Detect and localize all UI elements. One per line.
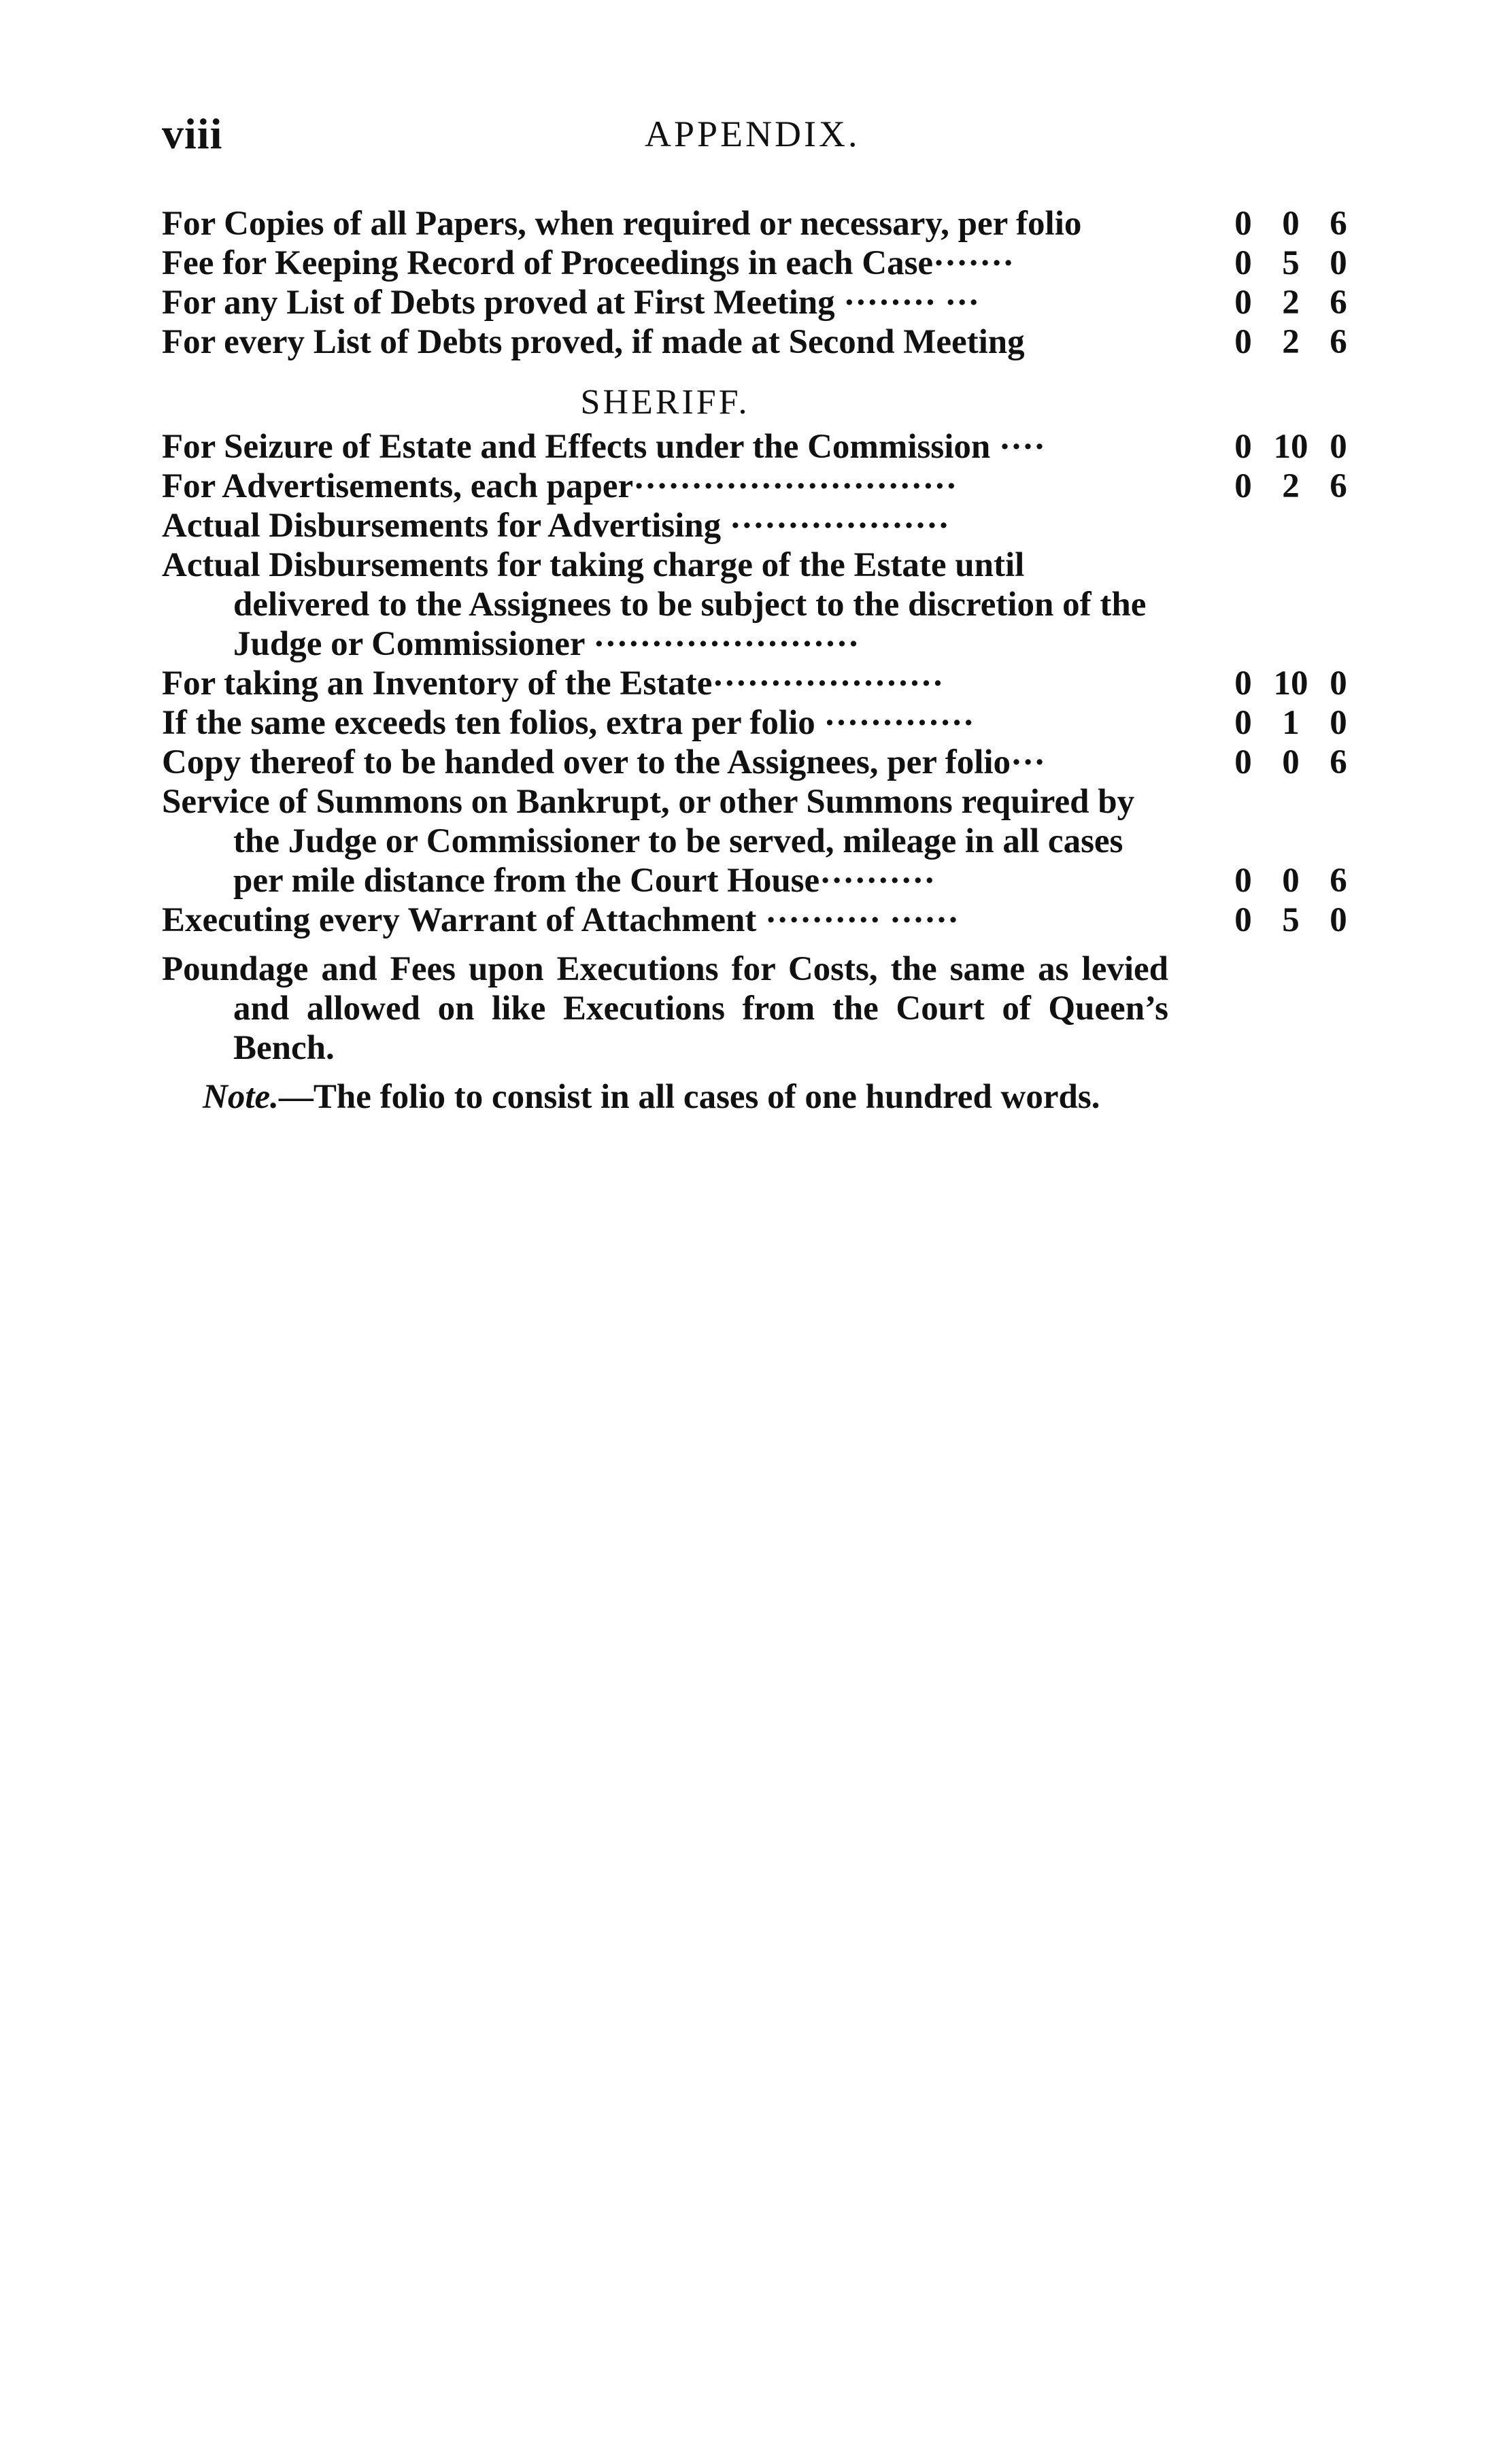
fee-pence: 0 <box>1330 244 1347 282</box>
fee-pence: 0 <box>1330 664 1347 703</box>
fee-description: For every List of Debts proved, if made at Second Meeting <box>162 323 1025 361</box>
fee-row <box>162 204 1359 243</box>
running-head: APPENDIX. <box>645 114 860 154</box>
fee-amount <box>1223 322 1359 362</box>
fee-description: For any List of Debts proved at First Meeting ········ ··· <box>162 284 980 322</box>
fee-amount <box>1223 664 1359 703</box>
fee-shillings: 2 <box>1282 323 1300 361</box>
fee-row <box>162 743 1359 782</box>
fee-pounds: 0 <box>1234 862 1252 900</box>
fee-shillings: 10 <box>1273 428 1308 466</box>
fee-pounds: 0 <box>1234 901 1252 939</box>
fee-row <box>162 427 1359 467</box>
fee-pence: 6 <box>1330 284 1347 322</box>
fee-description: If the same exceeds ten folios, extra per folio ············· <box>162 704 975 742</box>
page-number: viii <box>162 109 223 158</box>
fee-amount <box>1223 204 1359 243</box>
fee-pounds: 0 <box>1234 428 1252 466</box>
fee-row <box>162 243 1359 283</box>
fee-row <box>162 703 1359 743</box>
fee-row <box>162 545 1359 664</box>
fee-amount <box>1223 243 1359 283</box>
fee-amount <box>1223 283 1359 322</box>
fee-row <box>162 322 1359 362</box>
fee-description: Copy thereof to be handed over to the Assignees, per folio··· <box>162 743 1046 781</box>
note-label: Note. <box>203 1078 279 1116</box>
fee-pence: 6 <box>1330 323 1347 361</box>
fee-description: For Copies of all Papers, when required or necessary, per folio <box>162 205 1082 243</box>
fee-amount <box>1223 900 1359 940</box>
fee-row <box>162 900 1359 940</box>
fee-description: Service of Summons on Bankrupt, or other Summons required by the Judge or Commissioner to be served, mileage in all cases per mile distance from the Court House·········· <box>162 783 1135 900</box>
fee-pounds: 0 <box>1234 205 1252 243</box>
fee-description: For Advertisements, each paper···························· <box>162 467 958 505</box>
fee-pence: 6 <box>1330 205 1347 243</box>
fee-pounds: 0 <box>1234 467 1252 505</box>
fee-description: Executing every Warrant of Attachment ·········· ······ <box>162 901 960 939</box>
fee-description: For Seizure of Estate and Effects under the Commission ···· <box>162 428 1046 466</box>
fee-amount <box>1223 861 1359 900</box>
fee-shillings: 10 <box>1273 664 1308 703</box>
fee-amount <box>1223 427 1359 467</box>
fee-amount <box>1223 703 1359 743</box>
fee-pence: 6 <box>1330 467 1347 505</box>
section-title-sheriff: SHERIFF. <box>580 383 750 422</box>
fee-row <box>162 506 1359 545</box>
fee-pounds: 0 <box>1234 284 1252 322</box>
page-header <box>162 109 1189 170</box>
fee-amount <box>1223 467 1359 506</box>
fee-amount <box>1223 743 1359 782</box>
note-text: —The folio to consist in all cases of one hundred words. <box>278 1078 1100 1116</box>
fee-description: Fee for Keeping Record of Proceedings in each Case······· <box>162 244 1015 282</box>
fee-shillings: 1 <box>1282 704 1300 742</box>
fee-shillings: 5 <box>1282 244 1300 282</box>
poundage-paragraph: Poundage and Fees upon Executions for Costs, the same as levied and allowed on like Executions from the Court of Queen’s Bench. <box>162 950 1168 1067</box>
fee-row <box>162 782 1359 900</box>
note-paragraph <box>162 1077 1168 1117</box>
fee-pounds: 0 <box>1234 323 1252 361</box>
fee-shillings: 0 <box>1282 862 1300 900</box>
fee-schedule <box>162 204 1359 1117</box>
fee-pence: 0 <box>1330 428 1347 466</box>
fee-shillings: 0 <box>1282 743 1300 781</box>
fee-pounds: 0 <box>1234 743 1252 781</box>
fee-shillings: 2 <box>1282 467 1300 505</box>
fee-shillings: 0 <box>1282 205 1300 243</box>
fee-pounds: 0 <box>1234 244 1252 282</box>
fee-row <box>162 283 1359 322</box>
fee-row <box>162 467 1359 506</box>
fee-pence: 6 <box>1330 862 1347 900</box>
fee-shillings: 2 <box>1282 284 1300 322</box>
fee-pence: 0 <box>1330 901 1347 939</box>
fee-shillings: 5 <box>1282 901 1300 939</box>
fee-description: For taking an Inventory of the Estate···················· <box>162 664 944 703</box>
fee-pence: 6 <box>1330 743 1347 781</box>
fee-description: Actual Disbursements for taking charge of the Estate until delivered to the Assignees to be subject to the discretion of the Judge or Commissioner ······················· <box>162 546 1147 663</box>
fee-pounds: 0 <box>1234 664 1252 703</box>
fee-pence: 0 <box>1330 704 1347 742</box>
fee-row <box>162 664 1359 703</box>
fee-description: Actual Disbursements for Advertising ··················· <box>162 507 950 545</box>
fee-pounds: 0 <box>1234 704 1252 742</box>
